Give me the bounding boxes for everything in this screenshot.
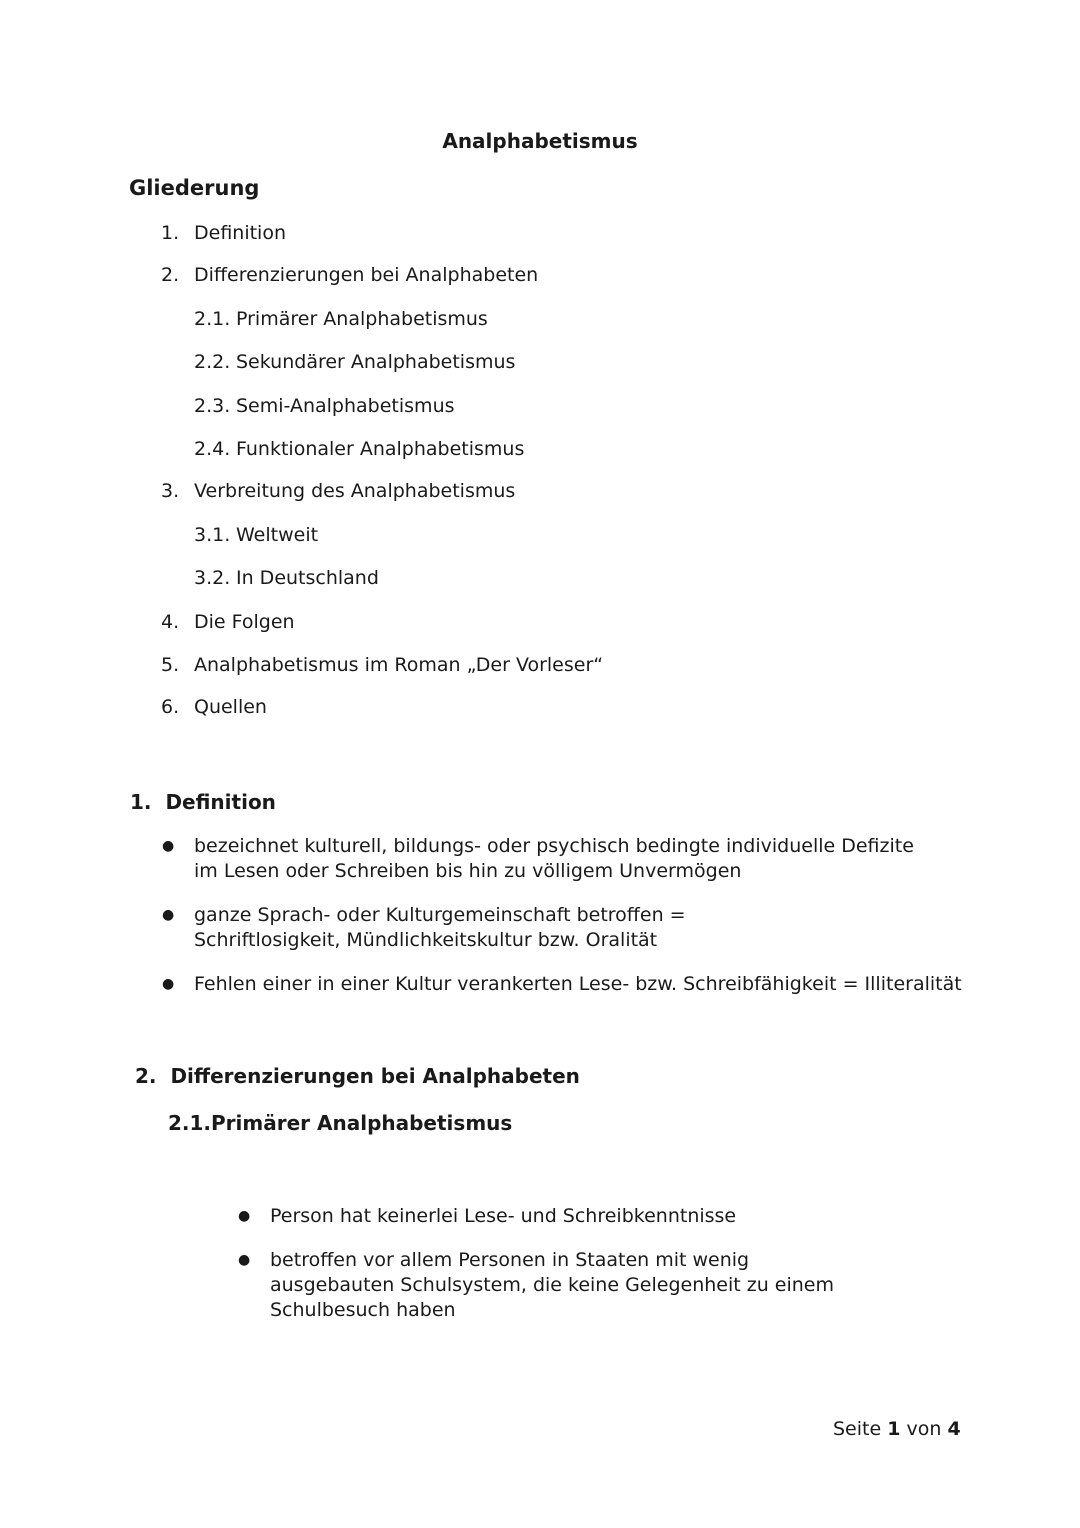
bullet-text: Person hat keinerlei Lese- und Schreibkenntnisse xyxy=(270,1205,737,1227)
toc-number: 2.1. xyxy=(194,308,231,330)
footer-prefix: Seite xyxy=(833,1418,888,1440)
bullet-item xyxy=(162,972,1014,997)
bullet-text: ganze Sprach- oder Kulturgemeinschaft betroffen = Schriftlosigkeit, Mündlichkeitskultur bzw. Oralität xyxy=(194,904,686,951)
bullet-text: Fehlen einer in einer Kultur verankerten Lese- bzw. Schreibfähigkeit = Illiteralität xyxy=(194,973,962,995)
toc-label: Differenzierungen bei Analphabeten xyxy=(194,264,539,286)
section-heading-differenzierungen: 2. Differenzierungen bei Analphabeten xyxy=(135,1064,580,1088)
toc-item-1 xyxy=(161,222,287,244)
toc-item-2 xyxy=(161,264,539,286)
bullet-icon: ● xyxy=(162,907,175,923)
bullet-text: bezeichnet kulturell, bildungs- oder psychisch bedingte individuelle Defizite im Lesen oder Schreiben bis hin zu völligem Unvermögen xyxy=(194,835,914,882)
toc-number: 2.4. xyxy=(194,438,231,460)
toc-item-4 xyxy=(161,611,295,633)
toc-item-3-1 xyxy=(194,524,319,546)
toc-number: 3. xyxy=(161,480,180,502)
bullet-text: betroffen vor allem Personen in Staaten mit wenig ausgebauten Schulsystem, die keine Gelegenheit zu einem Schulbesuch haben xyxy=(270,1249,835,1321)
toc-item-2-4 xyxy=(194,438,525,460)
toc-label: Primärer Analphabetismus xyxy=(236,308,488,330)
toc-number: 2.2. xyxy=(194,351,231,373)
bullet-item xyxy=(162,903,834,953)
toc-number: 2.3. xyxy=(194,395,231,417)
toc-item-6 xyxy=(161,696,267,718)
toc-label: Definition xyxy=(194,222,287,244)
bullet-icon: ● xyxy=(238,1208,251,1224)
bullet-item xyxy=(238,1248,870,1323)
toc-label: Weltweit xyxy=(236,524,319,546)
toc-label: Analphabetismus im Roman „Der Vorleser“ xyxy=(194,654,604,676)
toc-item-2-1 xyxy=(194,308,488,330)
footer-page-total: 4 xyxy=(947,1418,961,1440)
document-title: Analphabetismus xyxy=(442,129,638,153)
toc-item-3 xyxy=(161,480,516,502)
page-footer xyxy=(833,1418,961,1440)
toc-label: In Deutschland xyxy=(236,567,379,589)
bullet-item xyxy=(238,1204,910,1229)
toc-number: 1. xyxy=(161,222,180,244)
toc-item-3-2 xyxy=(194,567,379,589)
toc-label: Funktionaler Analphabetismus xyxy=(236,438,525,460)
bullet-item xyxy=(162,834,934,884)
outline-heading: Gliederung xyxy=(129,176,260,200)
bullet-icon: ● xyxy=(238,1252,251,1268)
toc-label: Die Folgen xyxy=(194,611,295,633)
toc-number: 5. xyxy=(161,654,180,676)
toc-label: Quellen xyxy=(194,696,267,718)
toc-label: Sekundärer Analphabetismus xyxy=(236,351,516,373)
toc-label: Semi-Analphabetismus xyxy=(236,395,455,417)
toc-label: Verbreitung des Analphabetismus xyxy=(194,480,516,502)
section-heading-definition: 1. Definition xyxy=(130,790,276,814)
toc-number: 4. xyxy=(161,611,180,633)
toc-number: 3.2. xyxy=(194,567,231,589)
toc-number: 2. xyxy=(161,264,180,286)
toc-item-5 xyxy=(161,654,604,676)
footer-page-number: 1 xyxy=(887,1418,901,1440)
bullet-icon: ● xyxy=(162,976,175,992)
toc-number: 6. xyxy=(161,696,180,718)
toc-item-2-3 xyxy=(194,395,455,417)
subsection-heading-primaer: 2.1.Primärer Analphabetismus xyxy=(168,1111,513,1135)
bullet-icon: ● xyxy=(162,838,175,854)
toc-number: 3.1. xyxy=(194,524,231,546)
footer-middle: von xyxy=(900,1418,948,1440)
toc-item-2-2 xyxy=(194,351,516,373)
